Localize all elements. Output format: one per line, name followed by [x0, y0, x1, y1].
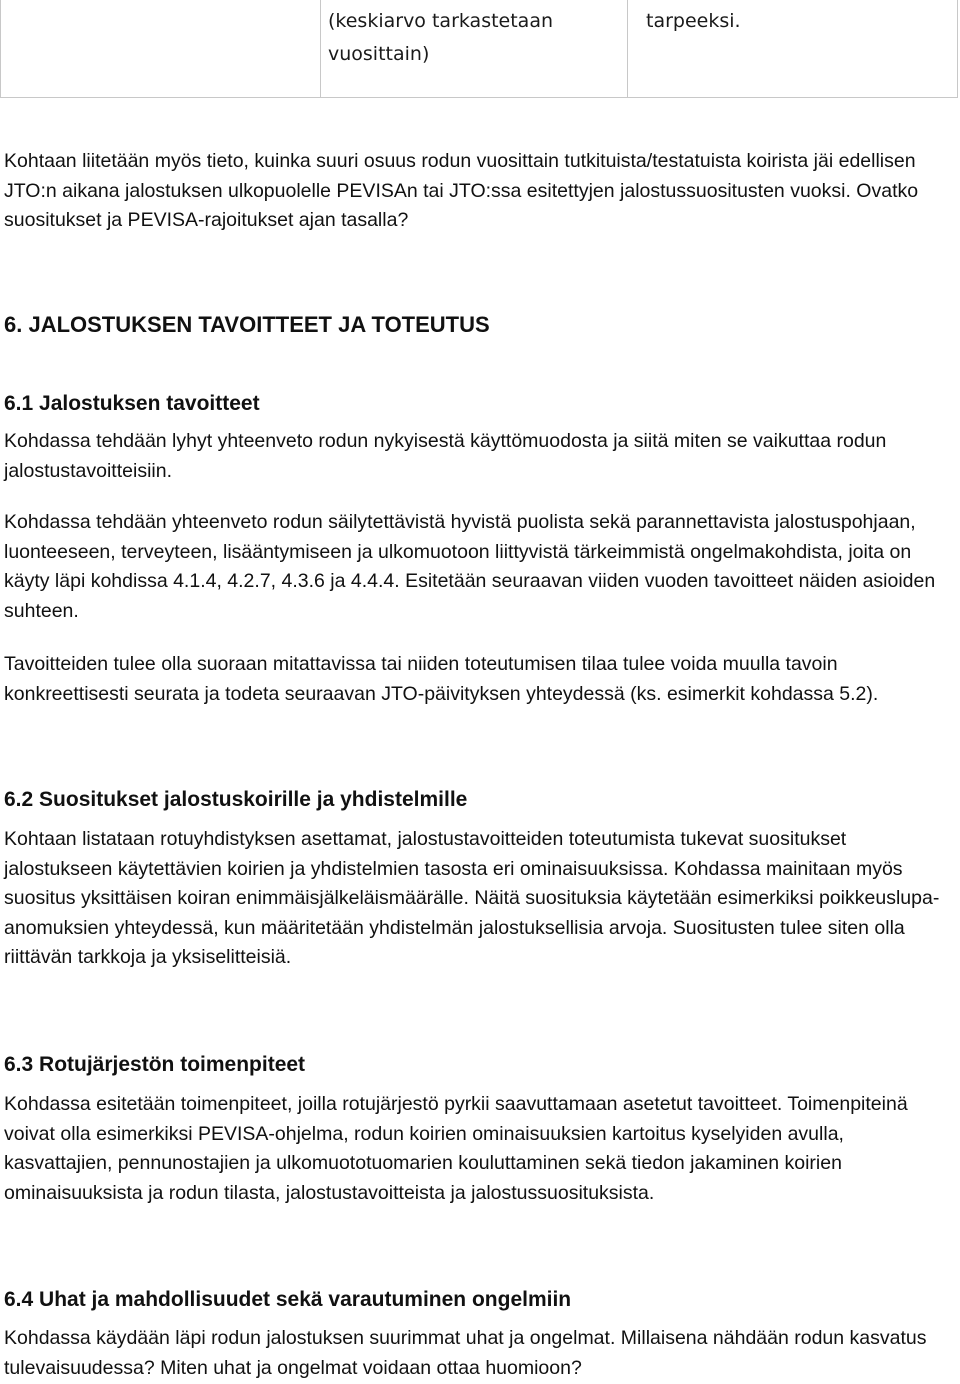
- section-6-1-paragraph: Kohdassa tehdään lyhyt yhteenveto rodun nykyisestä käyttömuodosta ja siitä miten se vaikuttaa rodun jalostustavoitteisiin.: [4, 430, 887, 482]
- table-cell-left: (keskiarvo tarkastetaan vuosittain): [328, 10, 554, 65]
- table-cell-right: tarpeeksi.: [646, 10, 741, 32]
- table-column-divider: [627, 0, 628, 97]
- section-6-1-paragraph: Kohdassa tehdään yhteenveto rodun säilytettävistä hyvistä puolista sekä parannettavista jalostuspohjaan, luonteeseen, terveyteen, lisääntymiseen ja ulkomuotoon liittyvistä tärkeimmistä ongelmakohdista, joita on käyty läpi kohdissa 4.1.4, 4.2.7, 4.3.6 ja 4.4.4. Esitetään seuraavan viiden vuoden tavoitteet näiden asioiden suhteen.: [4, 511, 936, 622]
- section-6-heading: 6. JALOSTUKSEN TAVOITTEET JA TOTEUTUS: [4, 312, 490, 337]
- intro-paragraph: Kohtaan liitetään myös tieto, kuinka suuri osuus rodun vuosittain tutkituista/testatuista koirista jäi edellisen JTO:n aikana jalostuksen ulkopuolelle PEVISAn tai JTO:ssa esitettyjen jalostussuositusten vuoksi. Ovatko suositukset ja PEVISA-rajoitukset ajan tasalla?: [4, 150, 919, 231]
- table-fragment: [0, 0, 958, 98]
- table-column-divider: [320, 0, 321, 97]
- section-6-4-heading: 6.4 Uhat ja mahdollisuudet sekä varautuminen ongelmiin: [4, 1288, 572, 1311]
- section-6-1-heading: 6.1 Jalostuksen tavoitteet: [4, 392, 260, 415]
- section-6-3-paragraph: Kohdassa esitetään toimenpiteet, joilla rotujärjestö pyrkii saavuttamaan asetetut tavoitteet. Toimenpiteinä voivat olla esimerkiksi PEVISA-ohjelma, rodun koirien ominaisuuksien kartoitus kyselyiden avulla, kasvattajien, pennunostajien ja ulkomuototuomarien kouluttaminen sekä tiedon jakaminen koirien ominaisuuksista ja rodun tilasta, jalostustavoitteista ja jalostussuosituksista.: [4, 1093, 908, 1204]
- section-6-3-heading: 6.3 Rotujärjestön toimenpiteet: [4, 1053, 306, 1076]
- section-6-4-paragraph: Kohdassa käydään läpi rodun jalostuksen suurimmat uhat ja ongelmat. Millaisena nähdään rodun kasvatus tulevaisuudessa? Miten uhat ja ongelmat voidaan ottaa huomioon?: [4, 1327, 927, 1379]
- section-6-1-paragraph: Tavoitteiden tulee olla suoraan mitattavissa tai niiden toteutumisen tilaa tulee voida muulla tavoin konkreettisesti seurata ja todeta seuraavan JTO-päivityksen yhteydessä (ks. esimerkit kohdassa 5.2).: [4, 653, 879, 705]
- section-6-2-heading: 6.2 Suositukset jalostuskoirille ja yhdistelmille: [4, 788, 468, 811]
- section-6-2-paragraph: Kohtaan listataan rotuyhdistyksen asettamat, jalostustavoitteiden toteutumista tukevat suositukset jalostukseen käytettävien koirien ja yhdistelmien tasosta eri ominaisuuksissa. Kohdassa mainitaan myös suositus yksittäisen koiran enimmäisjälkeläismäärälle. Näitä suosituksia käytetään esimerkiksi poikkeuslupa-anomuksien yhteydessä, kun määritetään yhdistelmän jalostuksellisia arvoja. Suositusten tulee siten olla riittävän tarkkoja ja yksiselitteisiä.: [4, 828, 940, 968]
